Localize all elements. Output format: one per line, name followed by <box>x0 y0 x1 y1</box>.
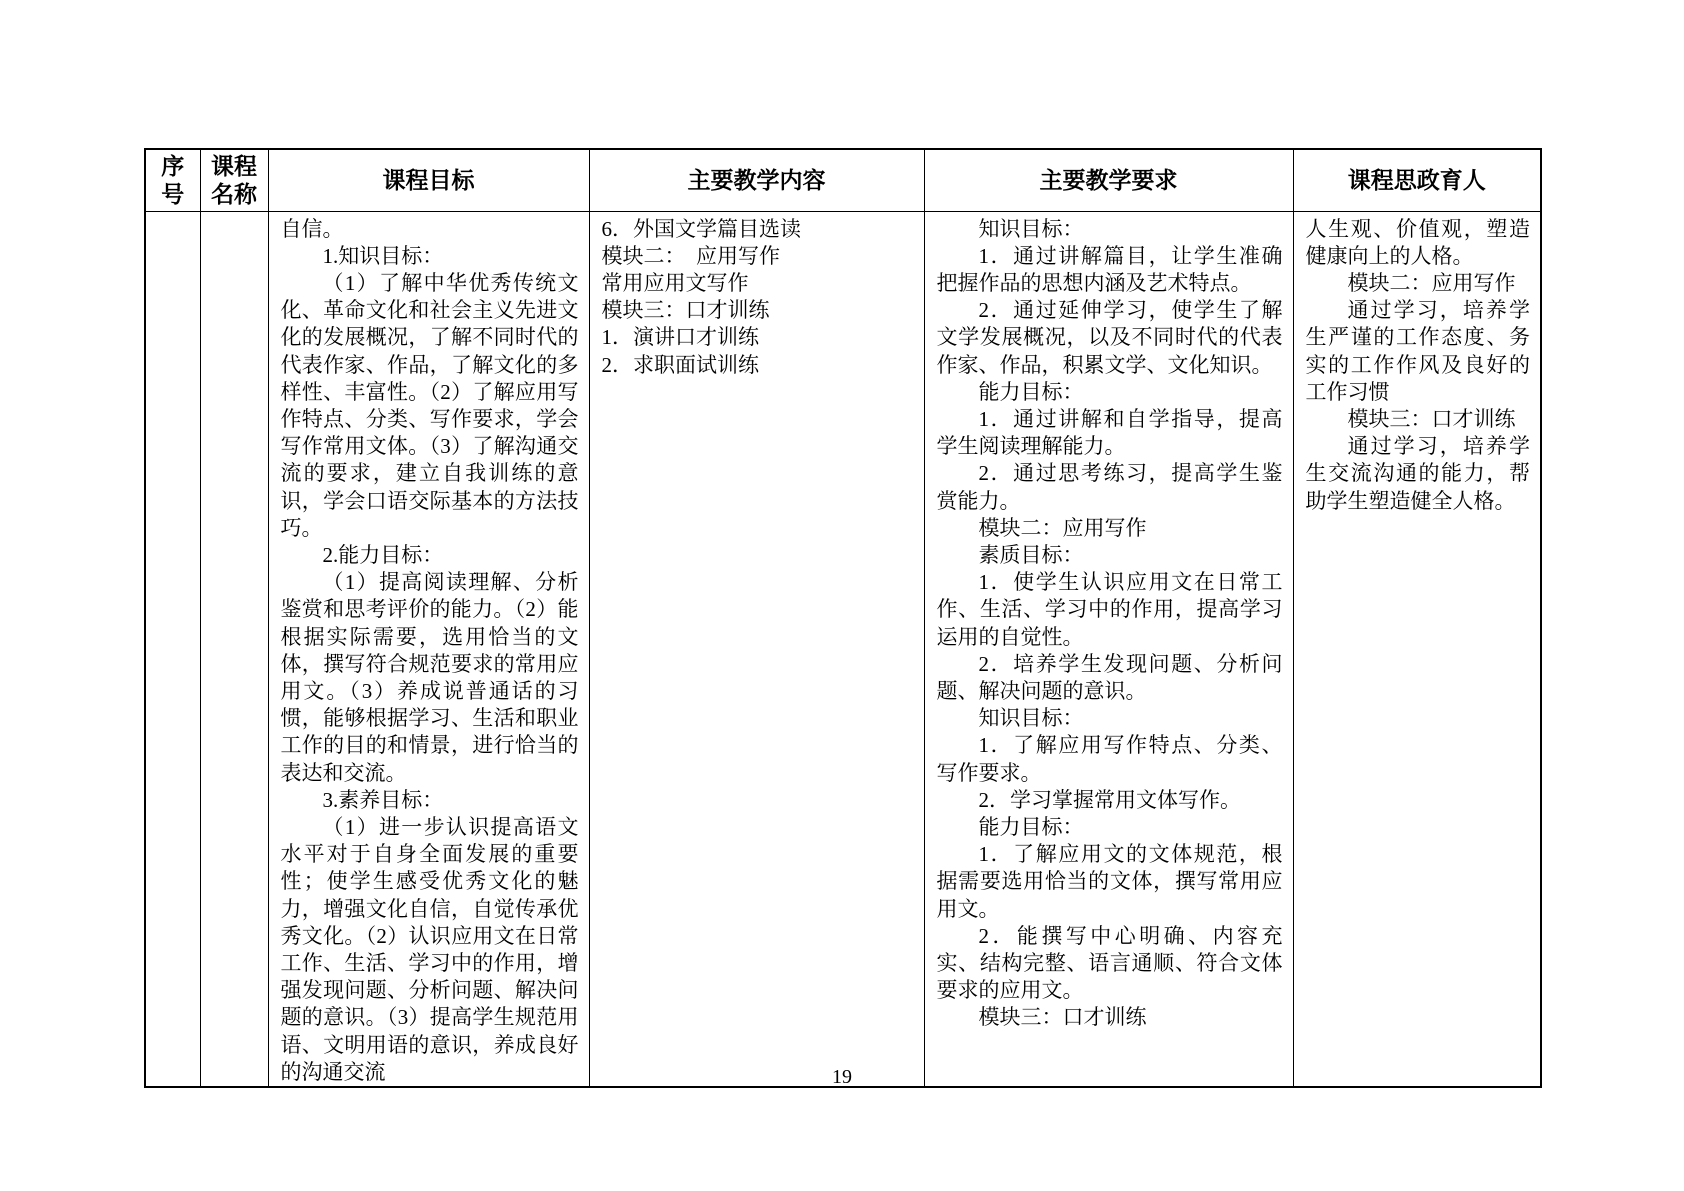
paragraph: 模块三：口才训练 <box>601 298 770 323</box>
header-teaching-requirements: 主要教学要求 <box>924 149 1293 211</box>
cell-teaching-requirements <box>924 211 1293 1087</box>
paragraph: 2．通过思考练习，提高学生鉴赏能力。 <box>936 461 1283 513</box>
paragraph: 1．演讲口才训练 <box>601 325 759 350</box>
paragraph: 常用应用文写作 <box>601 270 749 295</box>
paragraph: 1．通过讲解和自学指导，提高学生阅读理解能力。 <box>936 406 1283 459</box>
paragraph: 知识目标： <box>978 706 1084 731</box>
paragraph: 模块二：应用写作 <box>978 515 1147 540</box>
paragraph: 模块二：应用写作 <box>1347 270 1516 295</box>
paragraph: 1．使学生认识应用文在日常工作、生活、学习中的作用，提高学习运用的自觉性。 <box>936 570 1283 649</box>
header-course-name: 课程名称 <box>200 149 268 211</box>
paragraph: （1）进一步认识提高语文水平对于自身全面发展的重要性；使学生感受优秀文化的魅力，增强文化自信，自觉传承优秀文化。（2）认识应用文在日常工作、生活、学习中的作用，增强发现问题、分析问题、解决问题的意识。（3）提高学生规范用语、文明用语的意识，养成良好的沟通交流 <box>280 814 579 1084</box>
paragraph: 1．了解应用写作特点、分类、写作要求。 <box>936 733 1283 785</box>
paragraph: 6．外国文学篇目选读 <box>601 216 801 241</box>
paragraph: 通过学习，培养学生交流沟通的能力，帮助学生塑造健全人格。 <box>1305 434 1530 513</box>
paragraph: 知识目标： <box>978 216 1084 241</box>
header-ideological-education: 课程思政育人 <box>1293 149 1541 211</box>
paragraph: （1）了解中华优秀传统文化、革命文化和社会主义先进文化的发展概况，了解不同时代的代表作家、作品，了解文化的多样性、丰富性。（2）了解应用写作特点、分类、写作要求，学会写作常用文体。（3）了解沟通交流的要求，建立自我训练的意识，学会口语交际基本的方法技巧。 <box>280 270 579 540</box>
paragraph: 通过学习，培养学生严谨的工作态度、务实的工作作风及良好的工作习惯 <box>1305 298 1530 404</box>
course-table <box>144 148 1542 1088</box>
cell-serial-number <box>145 211 200 1087</box>
paragraph: 人生观、价值观，塑造健康向上的人格。 <box>1305 216 1530 268</box>
paragraph: 2．求职面试训练 <box>601 352 759 377</box>
cell-ideological-education <box>1293 211 1541 1087</box>
header-teaching-content: 主要教学内容 <box>589 149 924 211</box>
paragraph: 2．学习掌握常用文体写作。 <box>978 787 1241 812</box>
cell-teaching-content <box>589 211 924 1087</box>
header-serial-number: 序号 <box>145 149 200 211</box>
paragraph: 3.素养目标： <box>322 787 444 812</box>
cell-course-name <box>200 211 268 1087</box>
paragraph: 2．培养学生发现问题、分析问题、解决问题的意识。 <box>936 651 1283 703</box>
paragraph: （1）提高阅读理解、分析鉴赏和思考评价的能力。（2）能根据实际需要，选用恰当的文体，撰写符合规范要求的常用应用文。（3）养成说普通话的习惯，能够根据学习、生活和职业工作的目的和情景，进行恰当的表达和交流。 <box>280 570 579 785</box>
table-row <box>145 211 1541 1087</box>
paragraph: 能力目标： <box>978 814 1084 839</box>
paragraph: 2．能撰写中心明确、内容充实、结构完整、语言通顺、符合文体要求的应用文。 <box>936 923 1283 1003</box>
header-course-objectives: 课程目标 <box>268 149 589 211</box>
page-number: 19 <box>832 1066 852 1088</box>
paragraph: 2．通过延伸学习，使学生了解文学发展概况，以及不同时代的代表作家、作品，积累文学、文化知识。 <box>936 298 1283 377</box>
paragraph: 1．了解应用文的文体规范，根据需要选用恰当的文体，撰写常用应用文。 <box>936 842 1283 921</box>
paragraph: 2.能力目标： <box>322 542 444 567</box>
paragraph: 模块二： 应用写作 <box>601 243 780 268</box>
paragraph: 1.知识目标： <box>322 243 444 268</box>
paragraph: 模块三：口才训练 <box>1347 406 1516 431</box>
paragraph: 1．通过讲解篇目，让学生准确把握作品的思想内涵及艺术特点。 <box>936 243 1283 295</box>
cell-course-objectives <box>268 211 589 1087</box>
paragraph: 自信。 <box>280 216 344 241</box>
paragraph: 素质目标： <box>978 542 1084 567</box>
paragraph: 能力目标： <box>978 379 1084 404</box>
paragraph: 模块三：口才训练 <box>978 1005 1147 1030</box>
header-row <box>145 149 1541 211</box>
